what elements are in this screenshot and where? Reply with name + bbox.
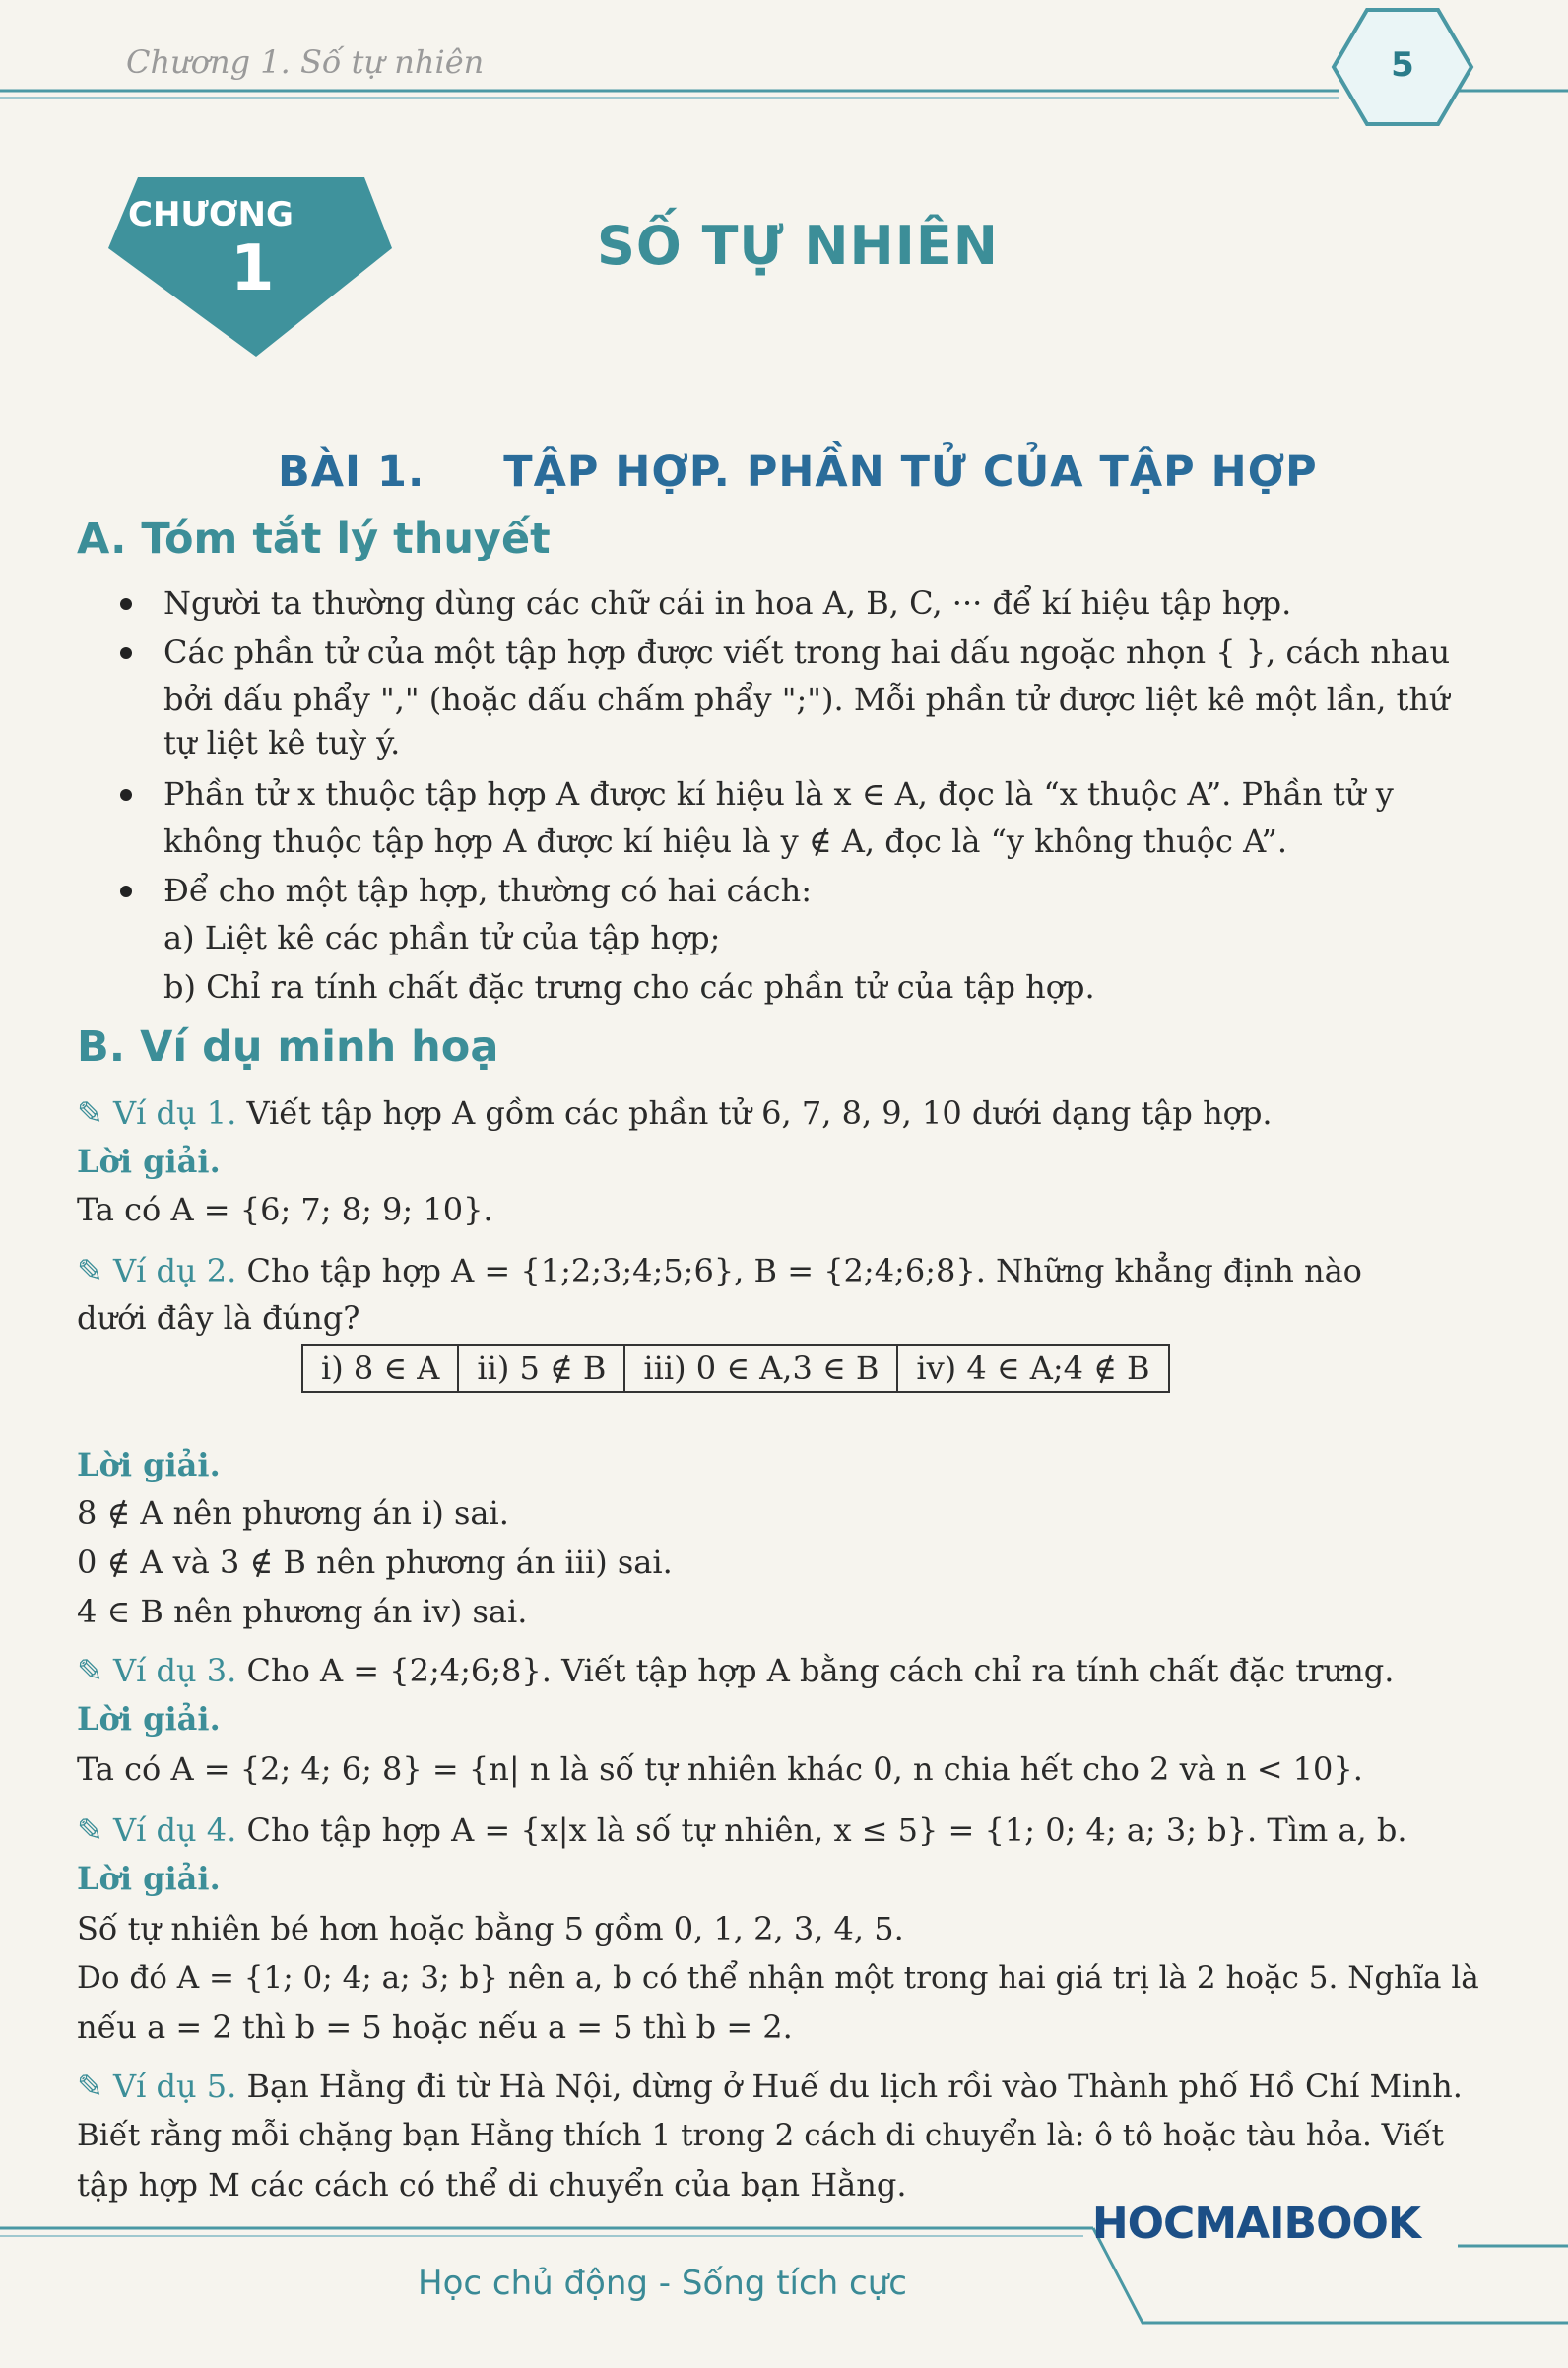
footer-slogan: Học chủ động - Sống tích cực [418,2264,907,2303]
brand-logo: HOCMAIBOOK [1091,2199,1420,2249]
method-a: a) Liệt kê các phần tử của tập hợp; [163,919,721,956]
example-4-solution-3: nếu a = 2 thì b = 5 hoặc nếu a = 5 thì b = 2. [77,2008,793,2046]
method-b: b) Chỉ ra tính chất đặc trưng cho các phần tử của tập hợp. [163,968,1095,1006]
pencil-icon: ✎ [77,1811,103,1849]
example-2-text: Cho tập hợp A = {1;2;3;4;5;6}, B = {2;4;6;8}. Những khẳng định nào [246,1252,1362,1289]
options-table [301,1344,1170,1393]
pencil-icon: ✎ [77,1252,103,1289]
example-5-text-2: Biết rằng mỗi chặng bạn Hằng thích 1 trong 2 cách di chuyển là: ô tô hoặc tàu hỏa. Viết [77,2118,1444,2153]
example-3 [77,1647,1394,1694]
example-1-solution: Ta có A = {6; 7; 8; 9; 10}. [77,1191,493,1228]
running-title: Chương 1. Số tự nhiên [126,43,485,81]
example-2-label: Ví dụ 2. [112,1252,237,1289]
bullet-3: Phần tử x thuộc tập hợp A được kí hiệu là x ∈ A, đọc là “x thuộc A”. Phần tử y [163,770,1394,818]
option-ii: ii) 5 ∉ B [459,1346,625,1391]
pencil-icon: ✎ [77,1094,103,1132]
example-4-solution-2: Do đó A = {1; 0; 4; a; 3; b} nên a, b có thể nhận một trong hai giá trị là 2 hoặc 5. Nghĩa là [77,1960,1479,1996]
example-1 [77,1089,1273,1137]
example-2-solution-2: 0 ∉ A và 3 ∉ B nên phương án iii) sai. [77,1544,673,1581]
bullet-2-line-2: bởi dấu phẩy "," (hoặc dấu chấm phẩy ";"). Mỗi phần tử được liệt kê một lần, thứ [163,681,1450,718]
example-1-label: Ví dụ 1. [112,1094,237,1132]
lesson-heading [278,447,1318,496]
section-a-title: A. Tóm tắt lý thuyết [77,514,551,563]
example-3-text: Cho A = {2;4;6;8}. Viết tập hợp A bằng cách chỉ ra tính chất đặc trưng. [246,1652,1395,1689]
example-2-solution-1: 8 ∉ A nên phương án i) sai. [77,1494,509,1532]
example-4-label: Ví dụ 4. [112,1811,237,1849]
example-3-solution-label: Lời giải. [77,1700,221,1738]
chapter-badge-number: 1 [230,232,275,305]
example-2-text-2: dưới đây là đúng? [77,1299,360,1337]
lesson-number: BÀI 1. [278,447,425,496]
example-3-solution: Ta có A = {2; 4; 6; 8} = {n| n là số tự nhiên khác 0, n chia hết cho 2 và n < 10}. [77,1750,1363,1788]
bullet-3-line-2: không thuộc tập hợp A được kí hiệu là y ∉ A, đọc là “y không thuộc A”. [163,822,1288,860]
pencil-icon: ✎ [77,2068,103,2105]
bullet-2-line-3: tự liệt kê tuỳ ý. [163,724,401,761]
section-b-title: B. Ví dụ minh hoạ [77,1022,499,1072]
option-iii: iii) 0 ∈ A,3 ∈ B [625,1346,898,1391]
example-4-solution-1: Số tự nhiên bé hơn hoặc bằng 5 gồm 0, 1, 2, 3, 4, 5. [77,1910,904,1947]
pencil-icon: ✎ [77,1652,103,1689]
example-1-text: Viết tập hợp A gồm các phần tử 6, 7, 8, 9, 10 dưới dạng tập hợp. [246,1094,1273,1132]
chapter-badge-label: CHƯƠNG [128,195,294,234]
example-2-solution-label: Lời giải. [77,1446,221,1483]
example-5-label: Ví dụ 5. [112,2068,237,2105]
bullet-4: Để cho một tập hợp, thường có hai cách: [163,867,812,914]
option-i: i) 8 ∈ A [303,1346,459,1391]
page-number: 5 [1391,45,1414,85]
example-4-solution-label: Lời giải. [77,1860,221,1897]
example-5 [77,2063,1463,2110]
example-4 [77,1807,1407,1854]
example-5-text: Bạn Hằng đi từ Hà Nội, dừng ở Huế du lịch rồi vào Thành phố Hồ Chí Minh. [246,2068,1463,2105]
example-1-solution-label: Lời giải. [77,1143,221,1180]
example-4-text: Cho tập hợp A = {x|x là số tự nhiên, x ≤ 5} = {1; 0; 4; a; 3; b}. Tìm a, b. [246,1811,1407,1849]
example-5-text-3: tập hợp M các cách có thể di chuyển của bạn Hằng. [77,2166,907,2204]
lesson-title: TẬP HỢP. PHẦN TỬ CỦA TẬP HỢP [503,447,1318,496]
bullet-2: Các phần tử của một tập hợp được viết trong hai dấu ngoặc nhọn { }, cách nhau [163,628,1450,676]
example-2 [77,1247,1362,1294]
option-iv: iv) 4 ∈ A;4 ∉ B [916,1349,1150,1387]
example-3-label: Ví dụ 3. [112,1652,237,1689]
example-2-solution-3: 4 ∈ B nên phương án iv) sai. [77,1593,528,1630]
chapter-title: SỐ TỰ NHIÊN [597,215,999,277]
bullet-1: Người ta thường dùng các chữ cái in hoa A, B, C, ··· để kí hiệu tập hợp. [163,579,1291,626]
